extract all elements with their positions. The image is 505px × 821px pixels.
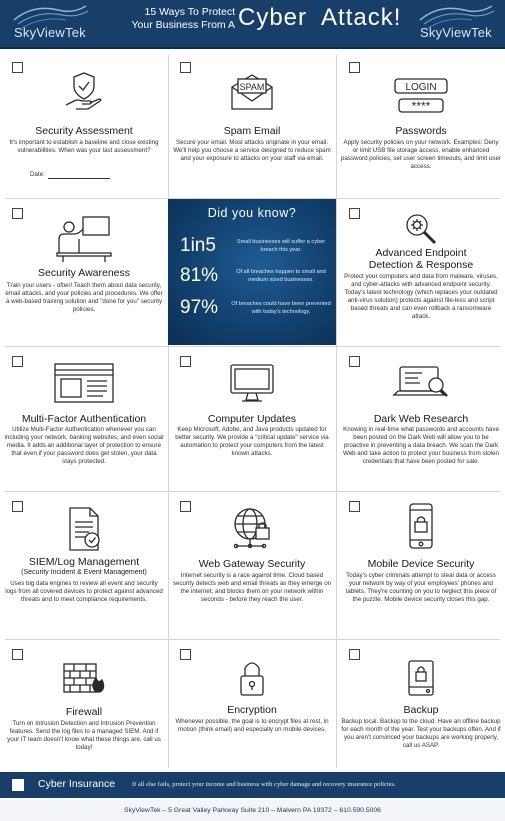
cell-passwords xyxy=(337,53,505,197)
title-line-2: Your Business From A xyxy=(131,19,235,31)
web-gateway-heading: Web Gateway Security xyxy=(198,558,306,570)
computer-updates-body: Keep Microsoft, Adobe, and Java products updated for better security. We provide a "critical update" service via automation to protect your computers from the latest known attacks. xyxy=(175,426,329,457)
backup-heading: Backup xyxy=(403,704,439,716)
checkbox[interactable] xyxy=(349,501,360,512)
cyber-insurance-label: Cyber Insurance xyxy=(38,778,116,790)
login-text: LOGIN xyxy=(405,82,437,93)
date-row xyxy=(30,171,164,179)
password-mask: **** xyxy=(411,99,431,113)
checkbox[interactable] xyxy=(349,356,360,367)
cell-dark-web xyxy=(337,347,505,490)
passwords-heading: Passwords xyxy=(395,125,447,137)
siem-body: Uses big data engines to review all event and security logs from all covered devices to protect against advanced threats and to meet compliance requirements. xyxy=(5,580,163,603)
log-document-icon xyxy=(62,506,106,557)
logo-text: SkyViewTek xyxy=(14,25,86,40)
cell-web-gateway xyxy=(168,492,336,638)
header-subtitle xyxy=(110,6,235,32)
cell-advanced-endpoint xyxy=(337,199,505,345)
security-awareness-heading: Security Awareness xyxy=(37,267,131,279)
passwords-body: Apply security policies on your network. Examples: Deny or limit USB file storage access, enable enhanced password policies, set user screen timeouts, and limit user access. xyxy=(341,139,501,170)
page-title: Cyber Attack! xyxy=(238,4,402,31)
checkbox[interactable] xyxy=(12,649,23,660)
stat-text: Small businesses will suffer a cyber breach this year. xyxy=(236,239,326,253)
checkbox[interactable] xyxy=(349,649,360,660)
firewall-icon xyxy=(60,660,108,701)
company-address: SkyViewTek – 5 Great Valley Parkway Suite 210 – Malvern PA 19372 – 610.590.5006 xyxy=(0,800,505,821)
cyber-insurance-text: If all else fails, protect your income and business with cyber damage and recovery insurance policies. xyxy=(132,781,396,788)
cell-security-awareness xyxy=(0,199,168,345)
checkbox[interactable] xyxy=(180,501,191,512)
spam-envelope-icon xyxy=(228,71,276,116)
cell-mfa xyxy=(0,347,168,490)
cell-mobile xyxy=(337,492,505,638)
security-assessment-heading: Security Assessment xyxy=(35,125,133,137)
mfa-body: Utilize Multi-Factor Authentication whenever you can including your network, banking websites, and even social media. It adds an additional layer of protection to ensure that even if your password does get stolen, your data stays protected. xyxy=(4,426,164,465)
heading-line-1: Advanced Endpoint xyxy=(375,247,467,259)
globe-lock-icon xyxy=(226,504,278,559)
encryption-heading: Encryption xyxy=(227,704,277,716)
checkbox[interactable] xyxy=(349,208,360,219)
phone-lock-icon xyxy=(407,502,435,557)
trainer-whiteboard-icon xyxy=(55,213,113,268)
firewall-heading: Firewall xyxy=(65,706,103,718)
checkbox[interactable] xyxy=(180,356,191,367)
title-line-1: 15 Ways To Protect xyxy=(144,6,235,18)
web-gateway-body: Internet security is a race against time. Cloud based security detects web and email threats as they emerge on the internet, and blocks them on your network within seconds - before they reach the user. xyxy=(172,572,332,603)
security-awareness-body: Train your users - often! Teach them about data security, email attacks, and your policies and procedures. We offer a web-based training solution and "done for you" security policies. xyxy=(5,282,163,313)
dark-web-heading: Dark Web Research xyxy=(373,413,469,425)
checkbox[interactable] xyxy=(180,62,191,73)
siem-title: SIEM/Log Management xyxy=(28,556,140,568)
spam-email-body: Secure your email. Most attacks originate in your email. We'll help you choose a service designed to reduce spam and your exposure to attacks on your staff via email. xyxy=(173,139,331,162)
date-label: Date: xyxy=(30,171,45,178)
monitor-icon xyxy=(228,363,276,408)
browser-window-icon xyxy=(51,361,117,410)
mfa-heading: Multi-Factor Authentication xyxy=(21,413,147,425)
date-field[interactable] xyxy=(48,171,110,179)
encryption-body: Whenever possible, the goal is to encrypt files at rest, in motion (think email) and especially on mobile devices. xyxy=(175,718,329,733)
stat-text: Of breaches could have been prevented with today's technology. xyxy=(231,301,331,315)
magnifier-virus-icon xyxy=(403,211,439,252)
stat-number: 1in5 xyxy=(180,235,216,256)
checkbox[interactable] xyxy=(12,779,24,791)
skyviewtek-logo-right xyxy=(414,2,499,42)
advanced-endpoint-heading xyxy=(339,247,503,271)
cell-computer-updates xyxy=(168,347,336,490)
stat-text: Of all breaches happen to small and medium sized businesses. xyxy=(236,269,326,283)
heading-line-2: Detection & Response xyxy=(368,259,474,271)
checkbox[interactable] xyxy=(12,208,23,219)
cell-backup xyxy=(337,640,505,770)
siem-subheading: (Security Incident & Event Management) xyxy=(21,569,147,576)
stat-number: 97% xyxy=(180,297,219,318)
login-password-icon xyxy=(391,77,451,120)
security-assessment-body: It's important to establish a baseline and close existing vulnerabilities. When was your last assessment? xyxy=(9,139,159,154)
header-banner xyxy=(0,0,505,49)
spam-icon-text: SPAM xyxy=(239,82,265,92)
spam-email-heading: Spam Email xyxy=(223,125,281,137)
stat-number: 81% xyxy=(180,265,219,286)
cell-siem xyxy=(0,492,168,638)
cell-security-assessment xyxy=(0,53,168,197)
firewall-body: Turn on Intrusion Detection and Intrusion Prevention features. Send the log files to a managed SIEM. And if your IT team doesn't know what these things are, call us today! xyxy=(7,720,161,751)
mobile-body: Today's cyber criminals attempt to steal data or access your network by way of your employees' phones and tablets. They're counting on you to neglect this piece of the puzzle. Mobile device security closes this gap. xyxy=(345,572,497,603)
cell-spam-email xyxy=(168,53,336,197)
laptop-dark-web-icon xyxy=(392,363,450,408)
cyber-insurance-bar xyxy=(0,772,505,798)
did-you-know-panel xyxy=(168,199,336,345)
did-you-know-title: Did you know? xyxy=(207,206,297,220)
backup-drive-icon xyxy=(406,658,436,703)
siem-heading xyxy=(2,556,166,577)
checkbox[interactable] xyxy=(12,356,23,367)
checkbox[interactable] xyxy=(180,649,191,660)
computer-updates-heading: Computer Updates xyxy=(207,413,297,425)
hand-shield-icon xyxy=(62,69,106,118)
checkbox[interactable] xyxy=(12,501,23,512)
backup-body: Backup local. Backup to the cloud. Have an offline backup for each month of the year. Test your backups often. And if you aren't convinced your backups are working properly, call us ASAP. xyxy=(341,718,501,749)
skyviewtek-logo-left xyxy=(8,2,93,42)
mobile-heading: Mobile Device Security xyxy=(367,558,475,570)
advanced-endpoint-body: Protect your computers and data from malware, viruses, and cyber-attacks with advanced endpoint security. Today's latest technology (which replaces your outdated anti-virus solution) protects against file-less and script based threats and can even rollback a ransomware attack. xyxy=(344,273,498,320)
padlock-icon xyxy=(238,658,266,703)
checkbox[interactable] xyxy=(349,62,360,73)
dark-web-body: Knowing in real-time what passwords and accounts have been posted on the Dark Web will allow you to be proactive in preventing a data breach. We scan the Dark Web and take action to protect your business from stolen credentials that have been posted for sale. xyxy=(342,426,500,465)
checkbox[interactable] xyxy=(12,62,23,73)
logo-text: SkyViewTek xyxy=(420,25,492,40)
cell-firewall xyxy=(0,640,168,770)
cell-encryption xyxy=(168,640,336,770)
